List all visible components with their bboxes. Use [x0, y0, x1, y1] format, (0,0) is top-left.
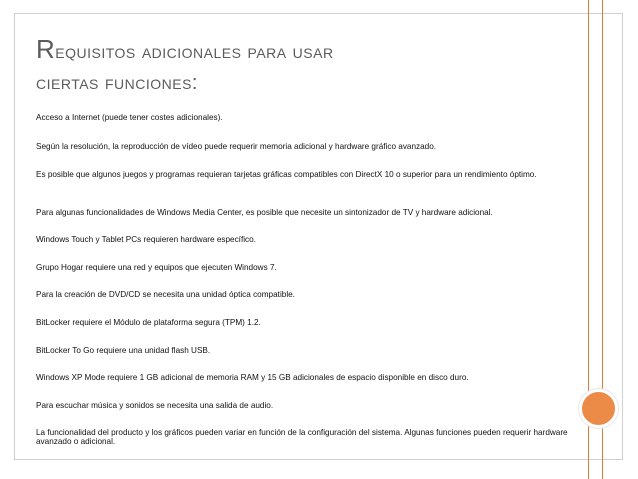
title-line-2 [36, 68, 556, 99]
requirement-item-video: Según la resolución, la reproducción de vídeo puede requerir memoria adicional y hardware gráfico avanzado. [36, 142, 437, 151]
requirement-item-audio: Para escuchar música y sonidos se necesita una salida de audio. [36, 401, 274, 410]
accent-circle [579, 389, 618, 428]
requirement-item-homegroup: Grupo Hogar requiere una red y equipos que ejecuten Windows 7. [36, 263, 277, 272]
title-line-1 [36, 34, 556, 68]
title-line-2-text: iertas funciones: [46, 72, 198, 94]
slide-title [36, 34, 556, 99]
requirement-item-xp-mode: Windows XP Mode requiere 1 GB adicional de memoria RAM y 15 GB adicionales de espacio disponible en disco duro. [36, 373, 469, 382]
title-line-2-initial: c [36, 72, 47, 94]
title-line-1-initial: R [36, 34, 56, 64]
requirement-item-bitlocker-to-go: BitLocker To Go requiere una unidad flash USB. [36, 346, 211, 355]
requirement-item-media-center: Para algunas funcionalidades de Windows Media Center, es posible que necesite un sintonizador de TV y hardware adicional. [36, 208, 493, 217]
requirement-item-bitlocker: BitLocker requiere el Módulo de plataforma segura (TPM) 1.2. [36, 318, 261, 327]
requirement-item-internet: Acceso a Internet (puede tener costes adicionales). [36, 113, 223, 122]
requirement-item-functionality: La funcionalidad del producto y los gráficos pueden variar en función de la configuración del sistema. Algunas funciones pueden requerir hardware avanzado o adicional. [36, 428, 568, 446]
requirement-item-dvd: Para la creación de DVD/CD se necesita una unidad óptica compatible. [36, 290, 295, 299]
title-line-1-text: equisitos adicionales para usar [55, 41, 334, 63]
requirement-item-directx: Es posible que algunos juegos y programas requieran tarjetas gráficas compatibles con DirectX 10 o superior para un rendimiento óptimo. [36, 170, 537, 179]
requirement-item-touch: Windows Touch y Tablet PCs requieren hardware específico. [36, 235, 256, 244]
